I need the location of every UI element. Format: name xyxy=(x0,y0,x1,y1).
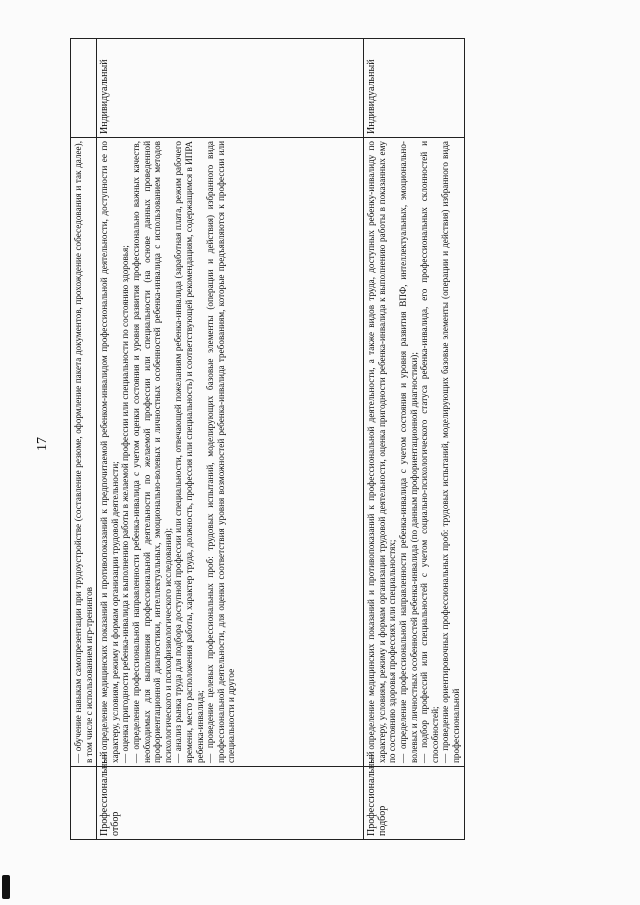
list-item: — проведение целевых профессиональных проб: трудовых испытаний, моделирующих базовые элементы (операции и действия) избранного вида профессиональной деятельности, для оценки соответствия уровня возможностей ребенка-инвалида требованиям, которые предъявляются к профессии или специальности и другое xyxy=(205,141,237,763)
list-item: — определение профессиональной направленности ребенка-инвалида с учетом состояния и уровня развития ВПФ, интеллектуальных, эмоционально-волевых и личностных особенностей ребенка-инвалида (по данным профориентационной диагностики); xyxy=(397,141,419,763)
row-title: Профессиональный подбор xyxy=(364,767,464,840)
row-form: Индивидуальный xyxy=(97,39,364,138)
rotated-table-container xyxy=(70,59,461,840)
scan-edge-mark xyxy=(2,875,10,899)
list-item: — определение профессиональной направленности ребенка-инвалида с учетом оценки состояния и уровня развития профессионально важных качеств, необходимых для выполнения профессиональной деятельности по желаемой профессии или специальности (на основе данных проведенной профориентационной диагностики, интеллектуальных, эмоционально-волевых и личностных особенностей ребенка-инвалида с использованием методов психологического и психофизиологического исследования); xyxy=(130,141,173,763)
list-item: — анализ рынка труда для подбора доступной профессии или специальности, отвечающей пожеланиям ребенка-инвалида (заработная плата, режим рабочего времени, место расположения работы, характер труда, должность, профессия или специальность) и соответствующей рекомендациям, содержащимся в ИПРА ребенка-инвалида; xyxy=(173,141,205,763)
list-item: — оценка пригодности ребенка-инвалида к выполнению работы в желаемой профессии или специальности по состоянию здоровья; xyxy=(120,245,131,763)
services-table xyxy=(70,38,465,840)
table-row xyxy=(97,39,364,840)
table-row xyxy=(364,39,464,840)
table-row xyxy=(71,39,97,840)
row-description xyxy=(71,138,97,767)
list-item: — определение медицинских показаний и противопоказаний к профессиональной деятельности, а также видов труда, доступных ребенку-инвалиду по характеру, условиям, режиму и формам организации трудовой деятельности, оценка пригодности ребенка-инвалида к выполнению работы в показанных ему по состоянию здоровья профессиях или специальностях; xyxy=(366,141,398,763)
row-title xyxy=(71,767,97,840)
row-form xyxy=(71,39,97,138)
list-item: — определение медицинских показаний и противопоказаний к предпочитаемой ребенком-инвалидом профессиональной деятельности, доступности ее по характеру, условиям, режиму и формам организации трудовой деятельности; xyxy=(99,141,120,763)
page-number: 17 xyxy=(35,437,50,451)
row-form: Индивидуальный xyxy=(364,39,464,138)
list-item: — подбор профессий или специальностей с учетом социально-психологического статуса ребенка-инвалида, его профессиональных склонностей и способностей; xyxy=(419,141,440,763)
row-description xyxy=(97,138,364,767)
row-description xyxy=(364,138,464,767)
row-title: Профессиональный отбор xyxy=(97,767,364,840)
list-item: — обучение навыкам самопрезентации при трудоустройстве (составление резюме, оформление пакета документов, прохождение собеседования и так далее), в том числе с использованием игр-тренингов xyxy=(73,141,94,763)
list-item: — проведение ориентировочных профессиональных проб: трудовых испытаний, моделирующих базовые элементы (операции и действия) избранного вида профессиональной xyxy=(440,141,461,763)
